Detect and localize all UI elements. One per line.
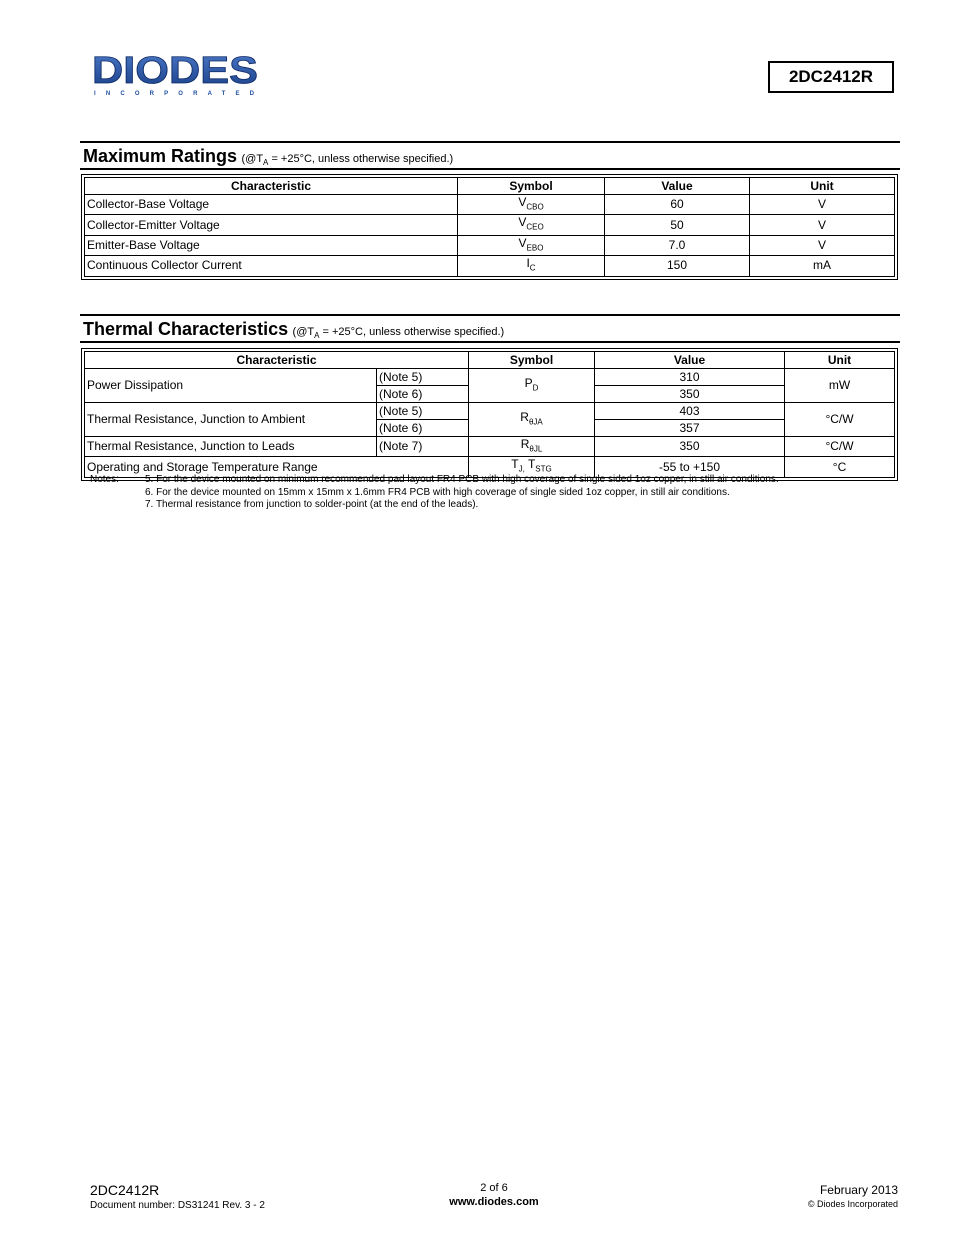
thermal-heading	[83, 319, 504, 340]
cell-value: 350	[595, 386, 785, 403]
footer-doc-number: Document number: DS31241 Rev. 3 - 2	[90, 1200, 265, 1211]
note-item: 5. For the device mounted on minimum recommended pad layout FR4 PCB with high coverage of single sided 1oz copper, in still air conditions.	[145, 474, 779, 485]
cell-unit: °C/W	[785, 403, 895, 437]
cell-symbol: $P_D$	[469, 369, 595, 403]
thermal-table	[81, 348, 898, 481]
cell-symbol: $I_C$	[458, 256, 605, 276]
logo-subtext: INCORPORATED	[94, 91, 255, 97]
footer-date: February 2013	[819, 1183, 898, 1197]
cell-note: (Note 7)	[377, 437, 469, 457]
cell-characteristic: Operating and Storage Temperature Range	[85, 457, 469, 477]
cell-unit: mA	[750, 256, 895, 276]
logo-wordmark: DIODES	[92, 52, 258, 92]
cell-note: (Note 6)	[377, 420, 469, 437]
table-row	[85, 215, 895, 235]
section-rule	[80, 141, 900, 143]
cell-value: -55 to +150	[595, 457, 785, 477]
cell-characteristic: Continuous Collector Current	[85, 256, 458, 276]
col-header: Value	[595, 352, 785, 369]
cell-symbol: $R_{\theta JL}$	[469, 437, 595, 457]
cell-symbol: $T_{J,}$ $T_{STG}$	[469, 457, 595, 477]
note-item: 6. For the device mounted on 15mm x 15mm x 1.6mm FR4 PCB with high coverage of single sided 1oz copper, in still air conditions.	[145, 486, 730, 498]
cell-value: 50	[605, 215, 750, 235]
section-rule	[80, 341, 900, 343]
table-header-row	[85, 352, 895, 369]
table-header-row	[85, 178, 895, 195]
footer-part-number: 2DC2412R	[90, 1182, 160, 1198]
thermal-condition: ($@T_A = +25^\circ C$, unless otherwise specified.)	[292, 326, 505, 341]
page-number: 2 of 6	[480, 1182, 508, 1194]
notes-label: Notes:	[90, 474, 119, 485]
col-header: Characteristic	[85, 352, 469, 369]
max-ratings-title: Maximum Ratings	[83, 146, 238, 166]
cell-symbol: $R_{\theta JA}$	[469, 403, 595, 437]
cell-unit: V	[750, 215, 895, 235]
cell-characteristic: Emitter-Base Voltage	[85, 235, 458, 255]
cell-characteristic: Collector-Emitter Voltage	[85, 215, 458, 235]
cell-value: 7.0	[605, 235, 750, 255]
table-row	[85, 369, 895, 386]
table-row	[85, 256, 895, 276]
website-link[interactable]: www.diodes.com	[449, 1196, 539, 1208]
max-ratings-table	[81, 174, 898, 280]
footer-center	[380, 1182, 608, 1208]
col-header: Symbol	[458, 178, 605, 195]
cell-unit: V	[750, 195, 895, 215]
col-header: Unit	[750, 178, 895, 195]
col-header: Value	[605, 178, 750, 195]
thermal-title: Thermal Characteristics	[83, 319, 289, 339]
note-item: 7. Thermal resistance from junction to solder-point (at the end of the leads).	[145, 499, 479, 510]
cell-unit: °C/W	[785, 437, 895, 457]
cell-value: 60	[605, 195, 750, 215]
col-header: Unit	[785, 352, 895, 369]
cell-symbol: $V_{EBO}$	[458, 235, 605, 255]
col-header: Characteristic	[85, 178, 458, 195]
cell-symbol: $V_{CEO}$	[458, 215, 605, 235]
footer-right	[700, 1183, 898, 1209]
cell-value: 150	[605, 256, 750, 276]
cell-symbol: $V_{CBO}$	[458, 195, 605, 215]
table-row	[85, 195, 895, 215]
table-row	[85, 403, 895, 420]
max-ratings-heading	[83, 146, 453, 167]
cell-value: 350	[595, 437, 785, 457]
cell-note: (Note 5)	[377, 369, 469, 386]
cell-unit: °C	[785, 457, 895, 477]
cell-value: 403	[595, 403, 785, 420]
cell-characteristic: Thermal Resistance, Junction to Leads	[85, 437, 377, 457]
max-ratings-condition: ($@T_A = +25^\circ C$, unless otherwise specified.)	[241, 153, 454, 168]
cell-value: 310	[595, 369, 785, 386]
footer-left	[90, 1182, 265, 1211]
table-row	[85, 437, 895, 457]
section-rule	[80, 314, 900, 316]
diodes-logo	[92, 52, 264, 98]
footer-copyright: © Diodes Incorporated	[807, 1199, 898, 1209]
col-header: Symbol	[469, 352, 595, 369]
cell-characteristic: Collector-Base Voltage	[85, 195, 458, 215]
table-row	[85, 235, 895, 255]
cell-note: (Note 5)	[377, 403, 469, 420]
cell-unit: V	[750, 235, 895, 255]
cell-note: (Note 6)	[377, 386, 469, 403]
cell-value: 357	[595, 420, 785, 437]
cell-characteristic: Power Dissipation	[85, 369, 377, 403]
part-number: 2DC2412R	[788, 67, 874, 86]
section-rule	[80, 168, 900, 170]
cell-unit: mW	[785, 369, 895, 403]
part-number-box	[768, 61, 894, 93]
cell-characteristic: Thermal Resistance, Junction to Ambient	[85, 403, 377, 437]
